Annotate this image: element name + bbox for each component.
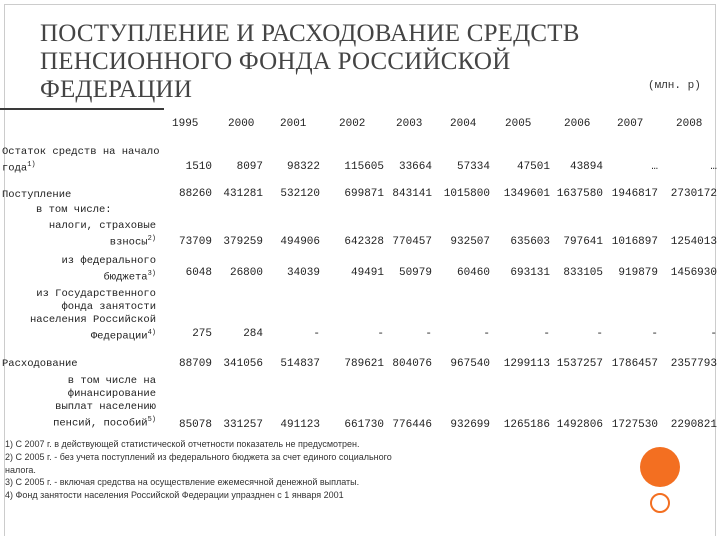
year-header: 2004 [450, 118, 477, 130]
table-cell: - [543, 328, 550, 340]
slide-title [40, 20, 680, 104]
table-cell: 73709 [178, 236, 212, 248]
table-cell: - [651, 328, 658, 340]
table-cell: 341056 [223, 358, 263, 370]
table-cell: 275 [192, 328, 212, 340]
footnote-ref: 3) [147, 270, 156, 278]
table-cell: 1456930 [670, 267, 717, 279]
table-cell: 379259 [223, 236, 263, 248]
row-label-expenditure: Расходование [2, 358, 78, 370]
row-label-text: из Государственного фонда занятости населения Российской Федерации [29, 288, 156, 343]
decorative-orange-ring [650, 493, 670, 513]
table-cell: 1946817 [611, 188, 658, 200]
table-cell: - [377, 328, 384, 340]
table-cell: 43894 [569, 161, 603, 173]
table-cell: 34039 [286, 267, 320, 279]
table-cell: 1016897 [611, 236, 658, 248]
table-cell: - [483, 328, 490, 340]
header-divider [0, 108, 164, 110]
footnote: 1) С 2007 г. в действующей статистической отчетности показатель не предусмотрен. [5, 439, 360, 449]
footnotes [5, 438, 395, 502]
title-line: ПЕНСИОННОГО ФОНДА РОССИЙСКОЙ [40, 48, 511, 75]
table-cell: 494906 [280, 236, 320, 248]
unit-label: (млн. р) [648, 80, 701, 92]
table-cell: 776446 [392, 419, 432, 431]
row-label-text: из федерального бюджета [61, 255, 156, 284]
year-header: 2008 [676, 118, 703, 130]
table-cell: 47501 [516, 161, 550, 173]
table-cell: 1265186 [503, 419, 550, 431]
table-cell: 57334 [456, 161, 490, 173]
footnote-ref: 4) [147, 329, 156, 337]
year-header: 2007 [617, 118, 644, 130]
table-cell: 932507 [450, 236, 490, 248]
row-label-pensions [40, 375, 156, 431]
table-cell: 2730172 [670, 188, 717, 200]
table-cell: 1637580 [556, 188, 603, 200]
table-cell: 26800 [229, 267, 263, 279]
year-header: 1995 [172, 118, 199, 130]
row-label-text: налоги, страховые взносы [48, 220, 156, 249]
table-cell: 932699 [450, 419, 490, 431]
table-cell: 642328 [344, 236, 384, 248]
table-cell: 1510 [185, 161, 212, 173]
table-cell: 1786457 [611, 358, 658, 370]
row-label-text: Остаток средств на начало года [2, 146, 160, 175]
table-cell: 2290821 [670, 419, 717, 431]
table-cell: 804076 [392, 358, 432, 370]
table-cell: 88709 [178, 358, 212, 370]
table-cell: - [425, 328, 432, 340]
row-label-including: в том числе: [36, 204, 112, 216]
table-cell: 331257 [223, 419, 263, 431]
footnote: 4) Фонд занятости населения Российской Федерации упразднен с 1 января 2001 [5, 490, 344, 501]
table-cell: 6048 [185, 267, 212, 279]
year-header: 2002 [339, 118, 366, 130]
table-cell: 431281 [223, 188, 263, 200]
table-cell: 699871 [344, 188, 384, 200]
table-cell: 1492806 [556, 419, 603, 431]
table-cell: … [710, 161, 717, 173]
title-line: ФЕДЕРАЦИИ [40, 76, 193, 103]
table-cell: 635603 [510, 236, 550, 248]
table-cell: 1349601 [503, 188, 550, 200]
table-cell: 661730 [344, 419, 384, 431]
table-cell: 919879 [618, 267, 658, 279]
table-cell: 115605 [344, 161, 384, 173]
table-cell: 88260 [178, 188, 212, 200]
table-cell: 1299113 [503, 358, 550, 370]
year-header: 2000 [228, 118, 255, 130]
table-cell: 50979 [398, 267, 432, 279]
table-cell: 693131 [510, 267, 550, 279]
table-cell: 2357793 [670, 358, 717, 370]
title-line: ПОСТУПЛЕНИЕ И РАСХОДОВАНИЕ СРЕДСТВ [40, 20, 580, 47]
footnote-ref: 1) [27, 161, 36, 169]
footnote-ref: 2) [147, 235, 156, 243]
year-header: 2003 [396, 118, 423, 130]
table-cell: - [313, 328, 320, 340]
table-cell: 60460 [456, 267, 490, 279]
frame-top-border [4, 4, 716, 5]
table-cell: 770457 [392, 236, 432, 248]
table-cell: 491123 [280, 419, 320, 431]
decorative-orange-circle [640, 447, 680, 487]
table-cell: 49491 [350, 267, 384, 279]
table-cell: - [710, 328, 717, 340]
table-cell: 85078 [178, 419, 212, 431]
table-cell: 1254013 [670, 236, 717, 248]
table-cell: 843141 [392, 188, 432, 200]
table-cell: 967540 [450, 358, 490, 370]
table-cell: 8097 [236, 161, 263, 173]
table-cell: 1727530 [611, 419, 658, 431]
table-cell: 33664 [398, 161, 432, 173]
row-label-income: Поступление [2, 189, 72, 201]
table-cell: 284 [243, 328, 263, 340]
table-cell: 789621 [344, 358, 384, 370]
table-cell: 1537257 [556, 358, 603, 370]
table-cell: 833105 [563, 267, 603, 279]
footnote: 3) С 2005 г. - включая средства на осуществление ежемесячной денежной выплаты. [5, 477, 360, 488]
table-cell: 98322 [286, 161, 320, 173]
table-cell: 797641 [563, 236, 603, 248]
footnote: 2) С 2005 г. - без учета поступлений из федерального бюджета за счет единого социального налога. [5, 451, 392, 475]
row-label-opening-balance [2, 146, 162, 176]
row-label-federal-budget [40, 255, 156, 285]
table-cell: - [596, 328, 603, 340]
table-cell: … [651, 161, 658, 173]
footnote-ref: 5) [147, 416, 156, 424]
row-label-employment-fund [8, 288, 156, 344]
table-cell: 1015800 [443, 188, 490, 200]
row-label-text: в том числе на финансирование выплат населению пенсий, пособий [53, 375, 156, 430]
year-header: 2006 [564, 118, 591, 130]
row-label-taxes [40, 220, 156, 250]
year-header: 2001 [280, 118, 307, 130]
table-cell: 532120 [280, 188, 320, 200]
year-header: 2005 [505, 118, 532, 130]
table-cell: 514837 [280, 358, 320, 370]
